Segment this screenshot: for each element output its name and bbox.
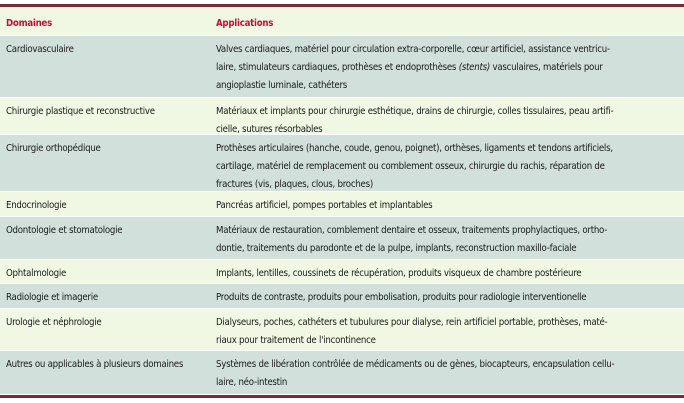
app-text: angioplastie luminale, cathéters	[216, 80, 347, 91]
domain-cell: Radiologie et imagerie	[6, 292, 98, 303]
app-text: Matériaux de restauration, comblement dentaire et osseux, traitements prophylactiques, ortho-	[216, 225, 608, 236]
header-domaines: Domaines	[6, 18, 53, 29]
domain-cell: Endocrinologie	[6, 200, 67, 211]
table-row	[0, 284, 684, 309]
domain-cell: Chirurgie plastique et reconstructive	[6, 106, 155, 117]
domain-cell: Urologie et néphrologie	[6, 317, 102, 328]
table-row	[0, 192, 684, 217]
app-text: riaux pour traitement de l'incontinence	[216, 335, 376, 346]
applications-cell	[216, 217, 684, 259]
applications-table	[0, 4, 684, 398]
domain-cell: Cardiovasculaire	[6, 44, 74, 55]
app-text: Matériaux et implants pour chirurgie esthétique, drains de chirurgie, colles tissulaires, peau artifi-	[216, 106, 614, 117]
table-row	[0, 351, 684, 395]
applications-cell	[216, 284, 684, 308]
app-text: cartilage, matériel de remplacement ou comblement osseux, chirurgie du rachis, réparation de	[216, 161, 605, 172]
bottom-rule	[0, 395, 684, 398]
table-row	[0, 135, 684, 192]
domain-cell: Autres ou applicables à plusieurs domaines	[6, 359, 184, 370]
app-text: Systèmes de libération contrôlée de médicaments ou de gènes, biocapteurs, encapsulation cellu-	[216, 359, 615, 370]
domain-cell: Ophtalmologie	[6, 268, 67, 279]
table-row	[0, 36, 684, 98]
header-applications: Applications	[216, 18, 274, 29]
app-text: Pancréas artificiel, pompes portables et implantables	[216, 200, 433, 211]
app-text: vasculaires, matériels pour	[489, 62, 603, 73]
app-text: dontie, traitements du parodonte et de la pulpe, implants, reconstruction maxillo-faciale	[216, 243, 577, 254]
applications-cell	[216, 309, 684, 350]
app-text: fractures (vis, plaques, clous, broches)	[216, 179, 373, 190]
app-text: Dialyseurs, poches, cathéters et tubulures pour dialyse, rein artificiel portable, prothèses, maté-	[216, 317, 608, 328]
app-text: Prothèses articulaires (hanche, coude, genou, poignet), orthèses, ligaments et tendons artificiels,	[216, 143, 613, 154]
applications-cell	[216, 98, 684, 134]
app-text: cielle, sutures résorbables	[216, 124, 323, 135]
applications-cell	[216, 192, 684, 216]
app-text: laire, néo-intestin	[216, 377, 288, 388]
app-text-italic: (stents)	[458, 62, 490, 73]
applications-cell	[216, 36, 684, 97]
table-header-row	[0, 7, 684, 36]
table-row	[0, 98, 684, 135]
applications-cell	[216, 135, 684, 191]
table-row	[0, 260, 684, 284]
domain-cell: Odontologie et stomatologie	[6, 225, 123, 236]
domain-cell: Chirurgie orthopédique	[6, 143, 101, 154]
table-row	[0, 309, 684, 351]
table-row	[0, 217, 684, 260]
app-text: Produits de contraste, produits pour embolisation, produits pour radiologie interventionelle	[216, 292, 587, 303]
app-text: Implants, lentilles, coussinets de récupération, produits visqueux de chambre postérieure	[216, 268, 582, 279]
applications-cell	[216, 351, 684, 394]
app-text: laire, stimulateurs cardiaques, prothèses et endoprothèses	[216, 62, 459, 73]
applications-cell	[216, 260, 684, 283]
app-text: Valves cardiaques, matériel pour circulation extra-corporelle, cœur artificiel, assistance ventricu-	[216, 44, 610, 55]
